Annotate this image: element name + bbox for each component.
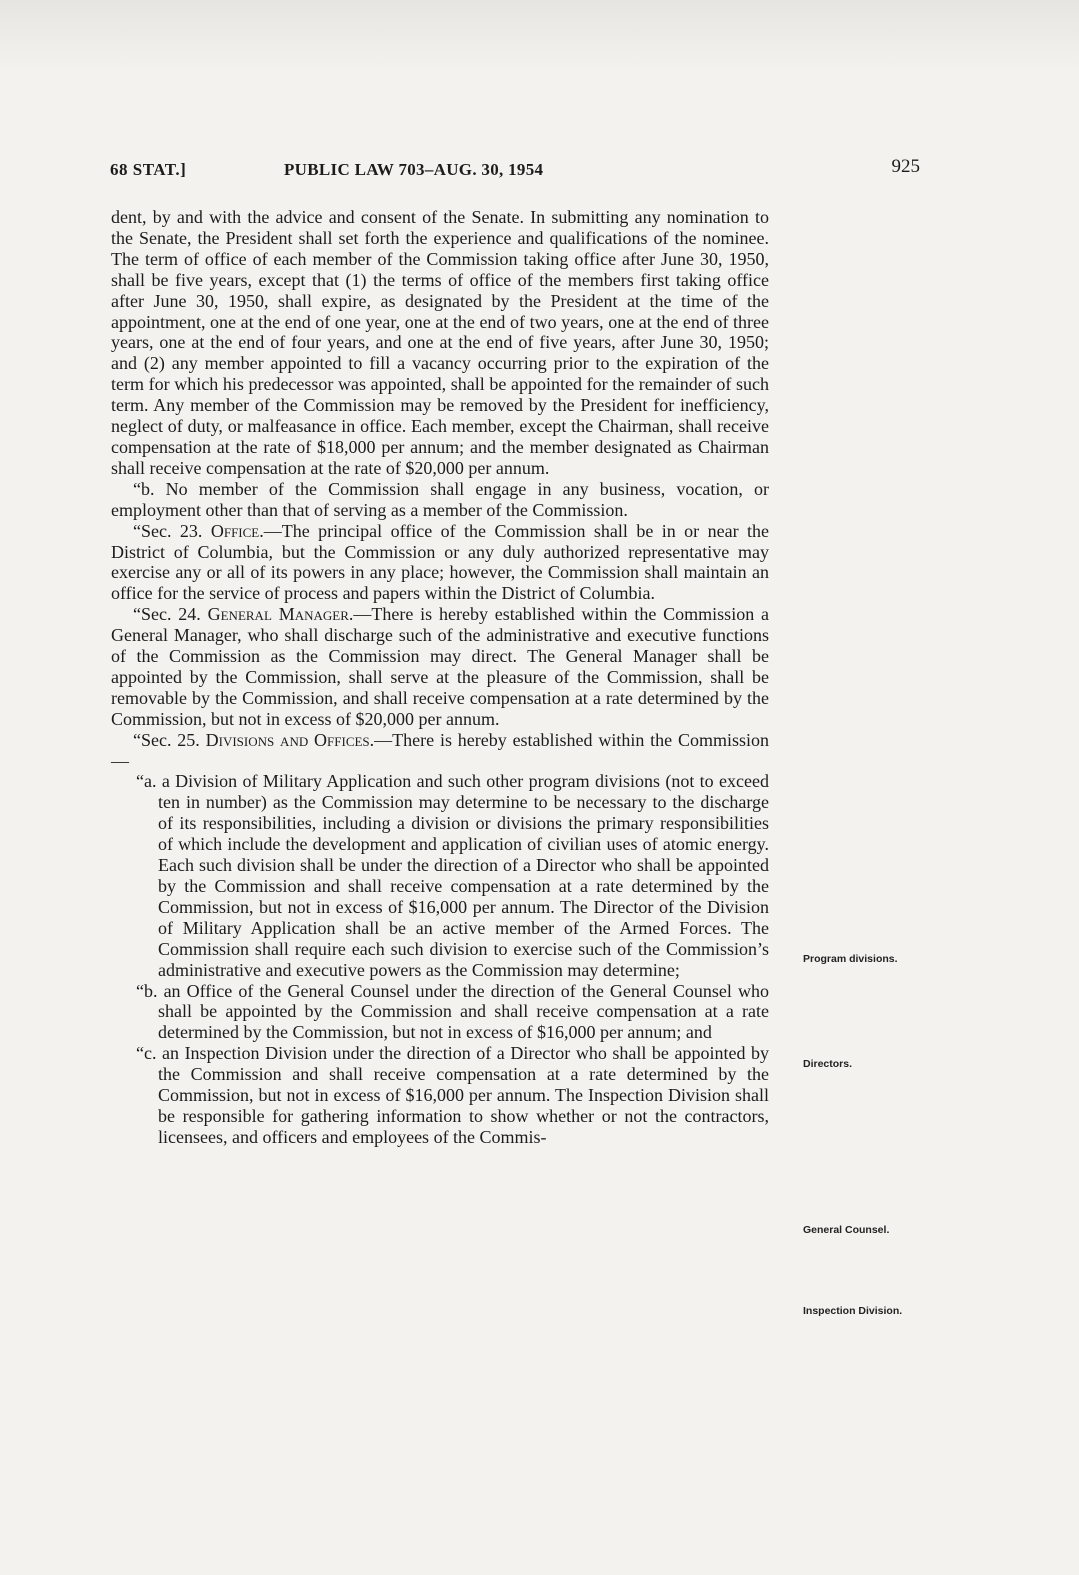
margin-note-program-divisions: Program divisions. xyxy=(803,953,898,965)
margin-note-directors: Directors. xyxy=(803,1058,853,1070)
page-number: 925 xyxy=(891,156,920,177)
section-number: “Sec. 23. xyxy=(133,520,203,541)
subsection-a: “a. a Division of Military Application and such other program divisions (not to exceed ten in number) as the Commission may determine to be necessary to the discharge of its responsibilities, including a division or divisions the primary responsibilities of which include the development and application of civilian uses of atomic energy. Each such division shall be under the direction of a Director who shall be appointed by the Commission and shall receive compensation at a rate determined by the Commission, but not in excess of $16,000 per annum. The Director of the Division of Military Application shall be an active member of the Armed Forces. The Commission shall require each such division to exercise such of the Commission’s administrative and executive powers as the Commission may determine; xyxy=(136,771,769,980)
paragraph: “b. No member of the Commission shall engage in any business, vocation, or employment other than that of serving as a member of the Commission. xyxy=(111,478,769,520)
section-25 xyxy=(111,730,769,772)
law-title: PUBLIC LAW 703–AUG. 30, 1954 xyxy=(284,160,544,179)
margin-note-inspection-division: Inspection Division. xyxy=(803,1305,903,1317)
body-text xyxy=(111,207,769,1148)
section-heading: Divisions and Offices. xyxy=(205,729,375,750)
section-text: —There is hereby established within the Commission— xyxy=(111,729,770,771)
section-text: —There is hereby established within the Commission a General Manager, who shall discharge such of the administrative and executive functions of the Commission as the Commission may direct. The General Manager shall be appointed by the Commission, shall serve at the pleasure of the Commission, shall be removable by the Commission, and shall receive compensation at a rate determined by the Commission, but not in excess of $20,000 per annum. xyxy=(111,604,769,729)
margin-note-general-counsel: General Counsel. xyxy=(803,1224,890,1236)
section-number: “Sec. 25. xyxy=(133,729,200,750)
scan-shadow xyxy=(0,0,1079,70)
section-text: —The principal office of the Commission shall be in or near the District of Columbia, but the Commission or any duly authorized representative may exercise any or all of its powers in any place; however, the Commission shall maintain an office for the service of process and papers within the District of Columbia. xyxy=(111,520,769,604)
section-number: “Sec. 24. xyxy=(133,604,201,625)
section-23 xyxy=(111,521,769,605)
paragraph: dent, by and with the advice and consent of the Senate. In submitting any nomination to the Senate, the President shall set forth the experience and qualifications of the nominee. The term of office of each member of the Commission taking office after June 30, 1950, shall be five years, except that (1) the terms of office of the members first taking office after June 30, 1950, shall expire, as designated by the President at the time of the appointment, one at the end of one year, one at the end of two years, one at the end of three years, one at the end of four years, and one at the end of five years, after June 30, 1950; and (2) any member appointed to fill a vacancy occurring prior to the expiration of the term for which his predecessor was appointed, shall be appointed for the remainder of such term. Any member of the Commission may be removed by the President for inefficiency, neglect of duty, or malfeasance in office. Each member, except the Chairman, shall receive compensation at the rate of $18,000 per annum; and the member designated as Chairman shall receive compensation at the rate of $20,000 per annum. xyxy=(111,207,769,478)
subsection-b: “b. an Office of the General Counsel under the direction of the General Counsel who shall be appointed by the Commission and shall receive compensation at a rate determined by the Commission, but not in excess of $16,000 per annum; and xyxy=(136,980,769,1043)
section-heading: Office. xyxy=(210,520,264,541)
statute-reference: 68 STAT.] xyxy=(110,160,187,179)
subsection-c: “c. an Inspection Division under the direction of a Director who shall be appointed by the Commission and shall receive compensation at a rate determined by the Commission, but not in excess of $16,000 per annum. The Inspection Division shall be responsible for gathering information to show whether or not the contractors, licensees, and officers and employees of the Commis- xyxy=(136,1043,769,1147)
section-heading: General Manager. xyxy=(207,604,354,625)
section-24 xyxy=(111,604,769,729)
page-header xyxy=(110,156,920,186)
